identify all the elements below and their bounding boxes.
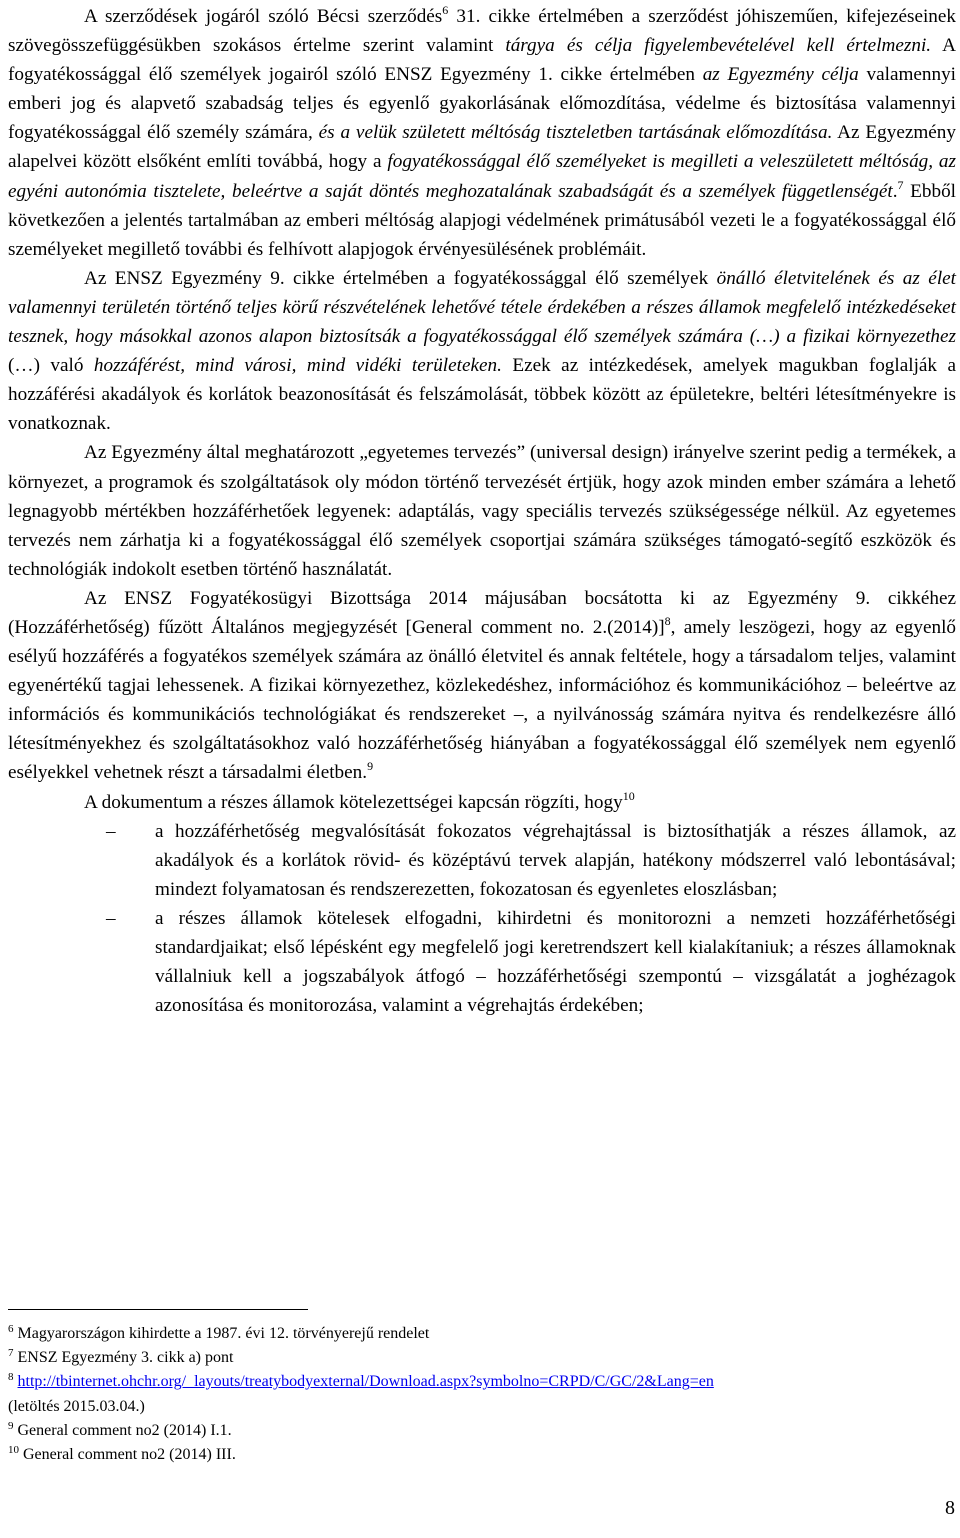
italic-run: az Egyezmény célja [702, 64, 859, 86]
footnote-ref-7[interactable]: 7 [897, 177, 904, 192]
footnote-9 [8, 1419, 956, 1443]
text-run: A szerződések jogáról szóló Bécsi szerződés [84, 6, 443, 27]
page-number: 8 [945, 1497, 955, 1519]
text-run: 31. cikke értelmében a szerződést jóhiszeműen, kifejezéseinek szövegösszefüggésükben szokásos értelme szerint valamint [8, 6, 956, 57]
footnote-7 [8, 1346, 956, 1370]
text-run: Az Egyezmény alapelvei között elsőként említi továbbá, hogy a [8, 122, 956, 173]
text-run: A fogyatékossággal élő személyek jogairól szóló ENSZ Egyezmény 1. cikke értelmében [8, 35, 956, 86]
text-run: (…) való [8, 355, 94, 377]
obligations-list [8, 817, 956, 1021]
footnote-8 [8, 1370, 956, 1394]
list-item-text: a részes államok kötelesek elfogadni, kihirdetni és monitorozni a nemzeti hozzáférhetőségi standardjaikat; első lépésként egy megfelelő jogi keretrendszert kell kialakítaniuk; a részes államoknak vállalniuk kell a jogszabályok átfogó – hozzáférhetőségi szempontú – vizsgálatát a joghézagok azonosítása és monitorozása, valamint a végrehajtás érdekében; [155, 907, 956, 1017]
footnote-text: Magyarországon kihirdette a 1987. évi 12. törvényerejű rendelet [13, 1325, 430, 1342]
italic-run: fogyatékossággal élő személyeket is megilleti a veleszületett méltóság, az egyéni autonómia tisztelete, beleértve a saját döntés meghozatalának szabadságát és a személyek függetlenségét [8, 151, 956, 202]
dash-bullet: – [106, 907, 116, 929]
paragraph-obligations-intro [8, 788, 956, 817]
paragraph-vienna-convention [8, 2, 956, 264]
italic-run: és a velük született méltóság tiszteletben tartásának előmozdítása. [318, 122, 833, 144]
body-text [8, 2, 956, 1020]
footnote-number: 9 [8, 1419, 14, 1432]
footnotes [8, 1322, 956, 1467]
list-item-text: a hozzáférhetőség megvalósítását fokozatos végrehajtással is biztosíthatják a részes államok, az akadályok és a korlátok rövid- és középtávú tervek alapján, hatékony módszerrel való lebontásával; mindezt folyamatosan és rendszerezetten, fokozatosan és egyenletes eloszlásban; [155, 820, 956, 900]
paragraph-general-comment [8, 584, 956, 788]
list-item [8, 817, 956, 904]
text-run: Az ENSZ Fogyatékosügyi Bizottsága 2014 májusában bocsátotta ki az Egyezmény 9. cikkéhez (Hozzáférhetőség) fűzött Általános megjegyzését [General comment no. 2.(2014)] [8, 587, 956, 638]
footnote-text: General comment no2 (2014) I.1. [13, 1421, 232, 1439]
footnote-text: General comment no2 (2014) III. [19, 1446, 236, 1464]
text-run: , amely leszögezi, hogy az egyenlő esélyű hozzáférés a fogyatékos személyek számára az önálló életvitel és annak feltétele, hogy a társadalom teljes, valamint egyenértékű tagjai lehessenek. A fizikai környezethez, közlekedéshez, információhoz és kommunikációhoz – beleértve az információs és kommunikációs technológiákat és rendszereket –, a nyilvánosság számára nyitva és rendelkezésre álló létesítményekhez és szolgáltatásokhoz való hozzáférhetőség hiányában a fogyatékossággal élő személyek nem egyenlő esélyekkel vehetnek részt a társadalmi életben. [8, 616, 956, 784]
italic-run: önálló életvitelének és az élet valamennyi területén történő teljes körű részvételének lehetővé tétele érdekében a részes államok megfelelő intézkedéseket tesznek, hogy másokkal azonos alapon biztosítsák a fogyatékossággal élő személyek számára (…) a fizikai környezethez [8, 267, 956, 348]
footnote-link[interactable]: http://tbinternet.ohchr.org/_layouts/treatybodyexternal/Download.aspx?symbolno=CRPD/C/GC/2&Lang=en [17, 1373, 714, 1391]
footnote-ref-9[interactable]: 9 [367, 759, 374, 774]
text-run: Ebből következően a jelentés tartalmában az emberi méltóság alapjogi védelmének primátusából vezeti le a fogyatékossággal élő személyeket megillető további és felhívott alapjogok érvényesülésének problémáit. [8, 180, 956, 260]
italic-run: hozzáférést, mind városi, mind vidéki területeken. [93, 355, 502, 377]
text-run: . [892, 180, 898, 202]
footnote-8-continuation: (letöltés 2015.03.04.) [8, 1397, 145, 1415]
footnote-number: 7 [8, 1347, 14, 1360]
footnote-number: 10 [8, 1444, 19, 1457]
footnote-ref-10[interactable]: 10 [622, 788, 635, 803]
footnote-6 [8, 1322, 956, 1346]
list-item [8, 904, 956, 1020]
footnote-10 [8, 1443, 956, 1467]
footnote-number: 6 [8, 1323, 14, 1335]
footnote-number: 8 [8, 1371, 14, 1384]
footnote-ref-8[interactable]: 8 [664, 613, 671, 628]
footnote-text: ENSZ Egyezmény 3. cikk a) pont [13, 1349, 234, 1367]
footnote-separator [8, 1309, 308, 1310]
text-run: Ezek az intézkedések, amelyek magukban foglalják a hozzáférési akadályok és korlátok beazonosítását és felszámolását, többek között az épületekre, beltéri létesítményekre is vonatkoznak. [8, 355, 956, 435]
paragraph-universal-design: Az Egyezmény által meghatározott „egyetemes tervezés” (universal design) irányelve szerint pedig a termékek, a környezet, a programok és szolgáltatások oly módon történő tervezését értjük, hogy azok minden ember számára a lehető legnagyobb mértékben hozzáférhetőek legyenek: adaptálás, vagy speciális tervezés szükségessége nélkül. Az egyetemes tervezés nem zárhatja ki a fogyatékossággal élő személyek csoportjai számára szükséges támogató-segítő eszközök és technológiák indokolt esetben történő használatát. [8, 442, 956, 580]
footnote-ref-6[interactable]: 6 [442, 3, 449, 17]
text-run: Az ENSZ Egyezmény 9. cikke értelmében a fogyatékossággal élő személyek [84, 267, 717, 289]
text-run: valamennyi emberi jog és alapvető szabadság teljes és egyenlő gyakorlásának előmozdítása, védelme és biztosítása valamennyi fogyatékossággal élő személy számára, [8, 64, 957, 144]
italic-run: tárgya és célja figyelembevételével kell értelmezni. [505, 35, 932, 57]
paragraph-article-9 [8, 264, 956, 439]
text-run: A dokumentum a részes államok kötelezettségei kapcsán rögzíti, hogy [84, 791, 623, 813]
dash-bullet: – [106, 820, 116, 842]
